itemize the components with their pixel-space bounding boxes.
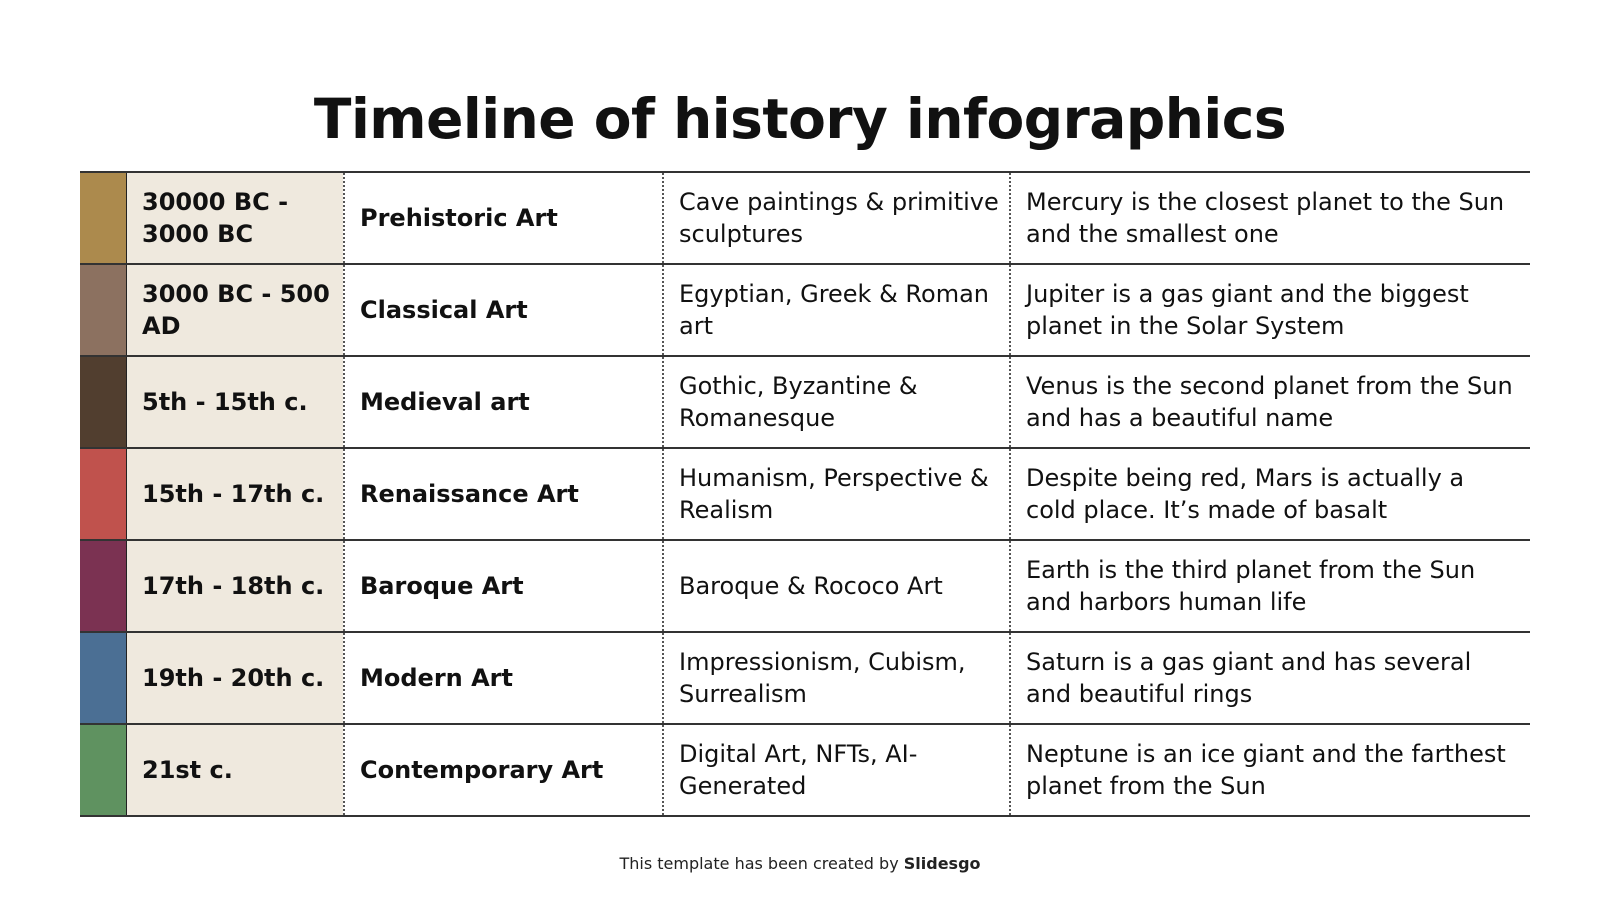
- row-description: Despite being red, Mars is actually a cold place. It’s made of basalt: [1009, 449, 1530, 539]
- timeline-row: [80, 541, 1530, 633]
- period-label: 30000 BC - 3000 BC: [126, 173, 343, 263]
- art-movement: Medieval art: [343, 357, 662, 447]
- art-movement: Modern Art: [343, 633, 662, 723]
- row-description: Mercury is the closest planet to the Sun and the smallest one: [1009, 173, 1530, 263]
- period-color-swatch: [80, 265, 126, 355]
- period-label: 19th - 20th c.: [126, 633, 343, 723]
- period-color-swatch: [80, 357, 126, 447]
- footer-credit-text: This template has been created by: [619, 854, 904, 873]
- row-description: Jupiter is a gas giant and the biggest planet in the Solar System: [1009, 265, 1530, 355]
- timeline-row: [80, 633, 1530, 725]
- period-label: 5th - 15th c.: [126, 357, 343, 447]
- row-description: Neptune is an ice giant and the farthest planet from the Sun: [1009, 725, 1530, 815]
- period-label: 15th - 17th c.: [126, 449, 343, 539]
- period-color-swatch: [80, 173, 126, 263]
- art-movement: Contemporary Art: [343, 725, 662, 815]
- art-styles: Cave paintings & primitive sculptures: [662, 173, 1009, 263]
- row-description: Saturn is a gas giant and has several and beautiful rings: [1009, 633, 1530, 723]
- timeline-row: [80, 265, 1530, 357]
- timeline-table: [80, 171, 1530, 817]
- period-color-swatch: [80, 449, 126, 539]
- art-styles: Impressionism, Cubism, Surrealism: [662, 633, 1009, 723]
- period-color-swatch: [80, 633, 126, 723]
- footer-brand: Slidesgo: [903, 854, 981, 873]
- art-styles: Digital Art, NFTs, AI-Generated: [662, 725, 1009, 815]
- timeline-row: [80, 449, 1530, 541]
- period-color-swatch: [80, 725, 126, 815]
- period-label: 17th - 18th c.: [126, 541, 343, 631]
- period-color-swatch: [80, 541, 126, 631]
- timeline-row: [80, 357, 1530, 449]
- page-title: Timeline of history infographics: [313, 87, 1287, 151]
- timeline-row: [80, 725, 1530, 817]
- art-movement: Classical Art: [343, 265, 662, 355]
- art-styles: Gothic, Byzantine & Romanesque: [662, 357, 1009, 447]
- row-description: Earth is the third planet from the Sun and harbors human life: [1009, 541, 1530, 631]
- period-label: 3000 BC - 500 AD: [126, 265, 343, 355]
- art-movement: Baroque Art: [343, 541, 662, 631]
- art-movement: Prehistoric Art: [343, 173, 662, 263]
- timeline-row: [80, 173, 1530, 265]
- art-styles: Baroque & Rococo Art: [662, 541, 1009, 631]
- art-styles: Humanism, Perspective & Realism: [662, 449, 1009, 539]
- art-styles: Egyptian, Greek & Roman art: [662, 265, 1009, 355]
- row-description: Venus is the second planet from the Sun and has a beautiful name: [1009, 357, 1530, 447]
- footer-credit: [0, 854, 1600, 873]
- period-label: 21st c.: [126, 725, 343, 815]
- art-movement: Renaissance Art: [343, 449, 662, 539]
